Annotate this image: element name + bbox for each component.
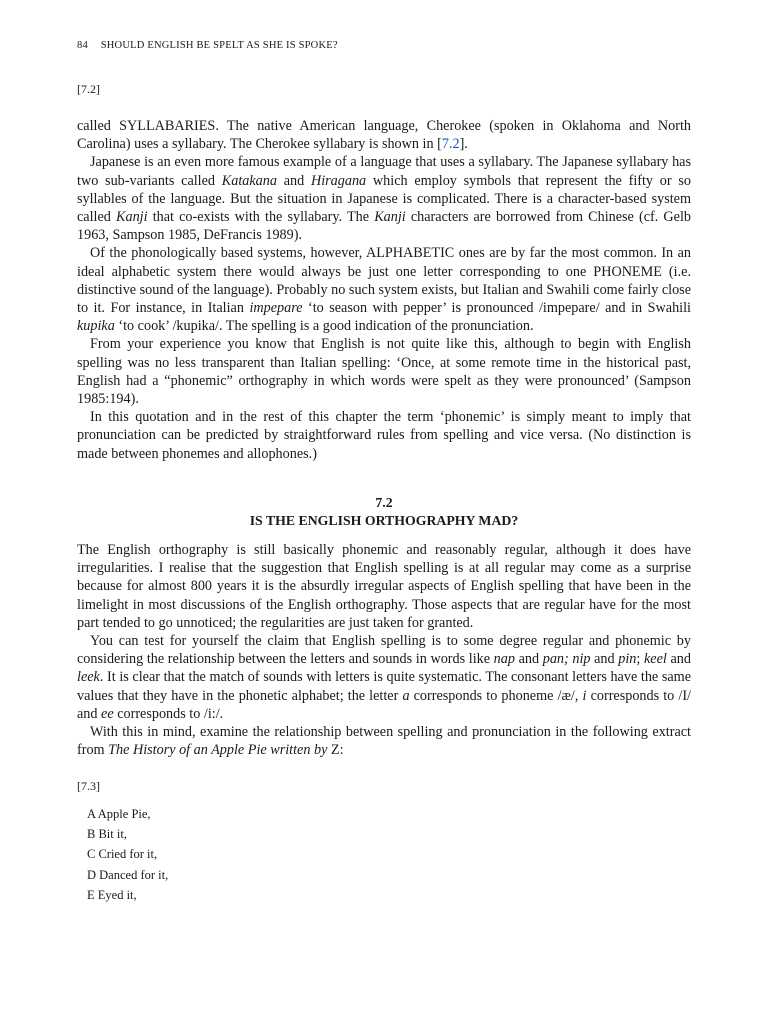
list-item: E Eyed it, [87,887,137,902]
example-label: [7.3] [77,779,100,793]
list-item: B Bit it, [87,827,127,842]
list-item: A Apple Pie, [87,807,151,821]
paragraph: In this quotation and in the rest of this chapter the term ‘phonemic’ is simply meant to imply that pronunciation can be predicted by straightforward rules from spelling and vice versa. (No distinction is made between phonemes and allophones.) [77,409,691,462]
intro-text [77,117,691,463]
section-title: IS THE ENGLISH ORTHOGRAPHY MAD? [249,513,519,528]
paragraph: Japanese is an even more famous example of a language that uses a syllabary. The Japanese syllabary has two sub-variants called Katakana and Hiragana which employ symbols that represent the fifty or so syllables of the language. But the situation in Japanese is complicated. There is a character-based system called Kanji that co-exists with the syllabary. The Kanji characters are borrowed from Chinese (cf. Gelb 1963, Sampson 1985, DeFrancis 1989). [77,154,691,244]
paragraph: From your experience you know that English is not quite like this, although to begin with English spelling was no less transparent than Italian spelling: ‘Once, at some remote time in the historical past, English had a “phonemic” orthography in which words were spelt as they were pronounced’ (Sampson 1985:194). [77,336,691,408]
paragraph: Of the phonologically based systems, however, ALPHABETIC ones are by far the most common. In an ideal alphabetic system there would always be just one letter corresponding to one PHONEME (i.e. distinctive sound of the language). Probably no such system exists, but Italian and Swahili come fairly close to it. For instance, in Italian impepare ‘to season with pepper’ is pronounced /impepare/ and in Swahili kupika ‘to cook’ /kupika/. The spelling is a good indication of the pronunciation. [77,245,691,335]
section-heading [77,494,691,530]
paragraph: The English orthography is still basically phonemic and reasonably regular, although it does have irregularities. I realise that the suggestion that English spelling is at all regular may come as a surprise because for almost 800 years it is the absurdly irregular aspects of English spelling that have been in the limelight in most discussions of the English orthography. Those aspects that are regular have for the most part tended to go unnoticed; the regularities are just taken for granted. [77,542,691,631]
section-body [77,541,691,759]
example-label: [7.2] [77,82,100,96]
cross-reference-link[interactable]: 7.2 [441,136,460,153]
list-item: C Cried for it, [87,847,158,862]
running-head [77,40,338,51]
running-title: SHOULD ENGLISH BE SPELT AS SHE IS SPOKE? [100,40,338,51]
list-item: D Danced for it, [87,867,169,882]
section-number: 7.2 [375,495,393,510]
page-number: 84 [77,40,88,51]
apple-pie-list [87,804,168,905]
paragraph: With this in mind, examine the relationship between spelling and pronunciation in the following extract from The History of an Apple Pie written by Z: [77,724,691,759]
paragraph: called SYLLABARIES. The native American language, Cherokee (spoken in Oklahoma and North Carolina) uses a syllabary. The Cherokee syllabary is shown in [7.2]. [77,118,691,153]
paragraph: You can test for yourself the claim that English spelling is to some degree regular and phonemic by considering the relationship between the letters and sounds in words like nap and pan; nip and pin; keel and leek. It is clear that the match of sounds with letters is quite systematic. The consonant letters have the same values that they have in the phonetic alphabet; the letter a corresponds to phoneme /æ/, i corresponds to /I/ and ee corresponds to /i:/. [77,633,691,722]
